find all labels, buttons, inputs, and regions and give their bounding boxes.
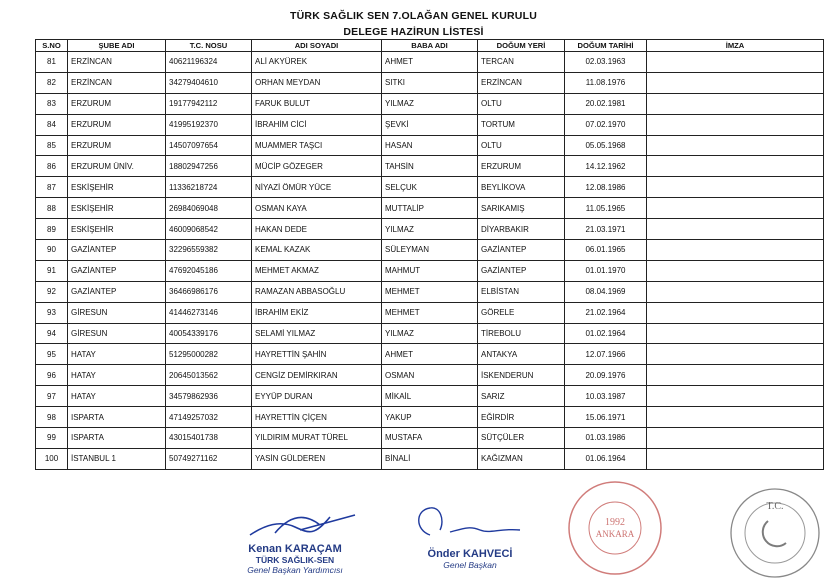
cell-sube-adi: ERZURUM [68,93,166,114]
column-header-dogum-yeri: DOĞUM YERİ [478,40,565,52]
cell-sube-adi: HATAY [68,344,166,365]
table-row [36,386,824,407]
cell-tc-nosu: 41446273146 [166,302,252,323]
cell-baba-adi: AHMET [382,344,478,365]
table-row [36,93,824,114]
cell-dogum-yeri: OLTU [478,135,565,156]
cell-sube-adi: GAZİANTEP [68,281,166,302]
table-row [36,281,824,302]
cell-adi-soyadi: ALİ AKYÜREK [252,52,382,73]
column-header-sno: S.NO [36,40,68,52]
cell-imza [647,407,824,428]
cell-tc-nosu: 50749271162 [166,448,252,469]
cell-adi-soyadi: OSMAN KAYA [252,198,382,219]
cell-sno: 99 [36,428,68,449]
cell-sno: 93 [36,302,68,323]
cell-tc-nosu: 26984069048 [166,198,252,219]
cell-tc-nosu: 46009068542 [166,219,252,240]
signer-role-right: Genel Başkan [443,560,497,570]
cell-dogum-yeri: SARIZ [478,386,565,407]
cell-tc-nosu: 34279404610 [166,72,252,93]
cell-sube-adi: ERZİNCAN [68,52,166,73]
table-row [36,428,824,449]
cell-dogum-yeri: GAZİANTEP [478,260,565,281]
cell-dogum-yeri: TERCAN [478,52,565,73]
cell-imza [647,177,824,198]
cell-baba-adi: AHMET [382,52,478,73]
cell-adi-soyadi: EYYÜP DURAN [252,386,382,407]
cell-baba-adi: MUSTAFA [382,428,478,449]
cell-sube-adi: ERZURUM ÜNİV. [68,156,166,177]
cell-baba-adi: MEHMET [382,302,478,323]
cell-dogum-yeri: OLTU [478,93,565,114]
cell-sno: 88 [36,198,68,219]
cell-dogum-yeri: ANTAKYA [478,344,565,365]
cell-dogum-tarihi: 02.03.1963 [565,52,647,73]
cell-imza [647,448,824,469]
cell-imza [647,72,824,93]
cell-sno: 98 [36,407,68,428]
cell-baba-adi: SITKI [382,72,478,93]
cell-dogum-yeri: ELBİSTAN [478,281,565,302]
cell-sno: 90 [36,240,68,261]
cell-dogum-tarihi: 14.12.1962 [565,156,647,177]
cell-tc-nosu: 11336218724 [166,177,252,198]
signature-block-right [400,548,540,570]
signature-scribble-left [245,505,365,545]
cell-adi-soyadi: SELAMİ YILMAZ [252,323,382,344]
signer-role-left: Genel Başkan Yardımcısı [247,565,343,575]
cell-sno: 91 [36,260,68,281]
cell-dogum-yeri: ERZİNCAN [478,72,565,93]
cell-baba-adi: HASAN [382,135,478,156]
table-row [36,177,824,198]
cell-sube-adi: HATAY [68,386,166,407]
cell-dogum-tarihi: 07.02.1970 [565,114,647,135]
cell-dogum-yeri: DİYARBAKIR [478,219,565,240]
cell-adi-soyadi: HAYRETTİN ŞAHİN [252,344,382,365]
cell-sno: 97 [36,386,68,407]
signer-name-left: Kenan KARAÇAM [248,543,342,555]
cell-tc-nosu: 32296559382 [166,240,252,261]
signer-name-right: Önder KAHVECİ [427,548,513,560]
table-row [36,344,824,365]
cell-adi-soyadi: RAMAZAN ABBASOĞLU [252,281,382,302]
cell-baba-adi: ŞEVKİ [382,114,478,135]
cell-sube-adi: GAZİANTEP [68,240,166,261]
cell-sube-adi: ISPARTA [68,428,166,449]
cell-dogum-tarihi: 11.05.1965 [565,198,647,219]
cell-dogum-yeri: BEYLİKOVA [478,177,565,198]
column-header-tc-nosu: T.C. NOSU [166,40,252,52]
cell-adi-soyadi: MÜCİP GÖZEGER [252,156,382,177]
cell-sno: 95 [36,344,68,365]
cell-sno: 83 [36,93,68,114]
cell-dogum-tarihi: 05.05.1968 [565,135,647,156]
cell-sno: 89 [36,219,68,240]
cell-adi-soyadi: ORHAN MEYDAN [252,72,382,93]
cell-imza [647,114,824,135]
cell-tc-nosu: 34579862936 [166,386,252,407]
table-row [36,114,824,135]
cell-adi-soyadi: MUAMMER TAŞCI [252,135,382,156]
cell-tc-nosu: 19177942112 [166,93,252,114]
cell-sno: 84 [36,114,68,135]
cell-imza [647,219,824,240]
cell-dogum-tarihi: 10.03.1987 [565,386,647,407]
cell-dogum-tarihi: 01.02.1964 [565,323,647,344]
signature-block-left [210,543,380,575]
cell-baba-adi: YAKUP [382,407,478,428]
cell-imza [647,302,824,323]
signer-org-left: TÜRK SAĞLIK-SEN [255,555,335,565]
cell-dogum-tarihi: 20.09.1976 [565,365,647,386]
cell-sube-adi: ISPARTA [68,407,166,428]
table-row [36,52,824,73]
cell-adi-soyadi: KEMAL KAZAK [252,240,382,261]
cell-sno: 92 [36,281,68,302]
document-title: TÜRK SAĞLIK SEN 7.OLAĞAN GENEL KURULU [290,10,537,22]
cell-adi-soyadi: MEHMET AKMAZ [252,260,382,281]
cell-adi-soyadi: NİYAZİ ÖMÜR YÜCE [252,177,382,198]
cell-sno: 86 [36,156,68,177]
cell-dogum-tarihi: 21.02.1964 [565,302,647,323]
cell-dogum-yeri: GÖRELE [478,302,565,323]
cell-adi-soyadi: HAYRETTİN ÇİÇEN [252,407,382,428]
table-row [36,240,824,261]
column-header-dogum-tarihi: DOĞUM TARİHİ [565,40,647,52]
cell-dogum-tarihi: 21.03.1971 [565,219,647,240]
table-row [36,156,824,177]
signature-scribble-right [410,500,530,545]
cell-baba-adi: MİKAİL [382,386,478,407]
cell-tc-nosu: 20645013562 [166,365,252,386]
cell-adi-soyadi: İBRAHİM EKİZ [252,302,382,323]
cell-dogum-tarihi: 01.01.1970 [565,260,647,281]
cell-dogum-tarihi: 06.01.1965 [565,240,647,261]
table-row [36,135,824,156]
cell-imza [647,344,824,365]
cell-imza [647,428,824,449]
cell-dogum-yeri: SÜTÇÜLER [478,428,565,449]
cell-sno: 100 [36,448,68,469]
cell-sube-adi: GİRESUN [68,323,166,344]
cell-imza [647,240,824,261]
cell-baba-adi: YILMAZ [382,93,478,114]
cell-adi-soyadi: YASİN GÜLDEREN [252,448,382,469]
cell-baba-adi: MEHMET [382,281,478,302]
cell-baba-adi: TAHSİN [382,156,478,177]
column-header-adi-soyadi: ADI SOYADI [252,40,382,52]
cell-tc-nosu: 40054339176 [166,323,252,344]
cell-baba-adi: MAHMUT [382,260,478,281]
cell-adi-soyadi: İBRAHİM CİCİ [252,114,382,135]
svg-text:1992: 1992 [605,517,625,528]
cell-tc-nosu: 40621196324 [166,52,252,73]
cell-imza [647,52,824,73]
official-stamp [565,478,665,578]
cell-tc-nosu: 36466986176 [166,281,252,302]
cell-sube-adi: ESKİŞEHİR [68,219,166,240]
cell-dogum-yeri: EĞİRDİR [478,407,565,428]
cell-tc-nosu: 43015401738 [166,428,252,449]
cell-adi-soyadi: YILDIRIM MURAT TÜREL [252,428,382,449]
cell-dogum-yeri: TİREBOLU [478,323,565,344]
svg-text:ANKARA: ANKARA [595,529,635,539]
cell-sno: 85 [36,135,68,156]
cell-baba-adi: SELÇUK [382,177,478,198]
cell-sno: 96 [36,365,68,386]
cell-adi-soyadi: FARUK BULUT [252,93,382,114]
cell-dogum-yeri: ERZURUM [478,156,565,177]
cell-imza [647,386,824,407]
cell-imza [647,135,824,156]
cell-tc-nosu: 14507097654 [166,135,252,156]
delegate-table [35,39,824,470]
cell-imza [647,365,824,386]
svg-text:T.C.: T.C. [766,501,784,512]
cell-sube-adi: ESKİŞEHİR [68,177,166,198]
cell-tc-nosu: 47692045186 [166,260,252,281]
cell-dogum-yeri: KAĞIZMAN [478,448,565,469]
cell-imza [647,323,824,344]
cell-sube-adi: ERZİNCAN [68,72,166,93]
cell-dogum-tarihi: 12.07.1966 [565,344,647,365]
table-row [36,260,824,281]
cell-baba-adi: SÜLEYMAN [382,240,478,261]
cell-dogum-yeri: GAZİANTEP [478,240,565,261]
cell-imza [647,281,824,302]
cell-imza [647,156,824,177]
cell-sube-adi: ESKİŞEHİR [68,198,166,219]
cell-dogum-yeri: SARIKAMIŞ [478,198,565,219]
table-row [36,448,824,469]
column-header-baba-adi: BABA ADI [382,40,478,52]
table-row [36,302,824,323]
cell-imza [647,198,824,219]
cell-baba-adi: YILMAZ [382,219,478,240]
table-row [36,72,824,93]
cell-sube-adi: HATAY [68,365,166,386]
cell-sube-adi: ERZURUM [68,114,166,135]
document-subtitle: DELEGE HAZİRUN LİSTESİ [343,26,484,38]
cell-sube-adi: ERZURUM [68,135,166,156]
cell-dogum-tarihi: 20.02.1981 [565,93,647,114]
cell-dogum-tarihi: 01.03.1986 [565,428,647,449]
cell-dogum-tarihi: 12.08.1986 [565,177,647,198]
cell-tc-nosu: 47149257032 [166,407,252,428]
cell-adi-soyadi: CENGİZ DEMİRKIRAN [252,365,382,386]
cell-sube-adi: GİRESUN [68,302,166,323]
cell-tc-nosu: 18802947256 [166,156,252,177]
cell-dogum-yeri: TORTUM [478,114,565,135]
cell-sube-adi: GAZİANTEP [68,260,166,281]
cell-dogum-tarihi: 15.06.1971 [565,407,647,428]
cell-tc-nosu: 51295000282 [166,344,252,365]
cell-sno: 94 [36,323,68,344]
cell-baba-adi: YILMAZ [382,323,478,344]
cell-sno: 87 [36,177,68,198]
cell-imza [647,93,824,114]
cell-baba-adi: OSMAN [382,365,478,386]
cell-baba-adi: BİNALİ [382,448,478,469]
column-header-imza: İMZA [647,40,824,52]
cell-sube-adi: İSTANBUL 1 [68,448,166,469]
table-row [36,198,824,219]
table-row [36,219,824,240]
cell-baba-adi: MUTTALİP [382,198,478,219]
emblem-seal [728,485,822,581]
cell-tc-nosu: 41995192370 [166,114,252,135]
table-row [36,365,824,386]
cell-sno: 82 [36,72,68,93]
cell-dogum-tarihi: 11.08.1976 [565,72,647,93]
cell-imza [647,260,824,281]
cell-sno: 81 [36,52,68,73]
cell-dogum-tarihi: 01.06.1964 [565,448,647,469]
cell-dogum-tarihi: 08.04.1969 [565,281,647,302]
column-header-sube-adi: ŞUBE ADI [68,40,166,52]
table-header-row [36,40,824,52]
cell-adi-soyadi: HAKAN DEDE [252,219,382,240]
table-row [36,407,824,428]
table-row [36,323,824,344]
cell-dogum-yeri: İSKENDERUN [478,365,565,386]
